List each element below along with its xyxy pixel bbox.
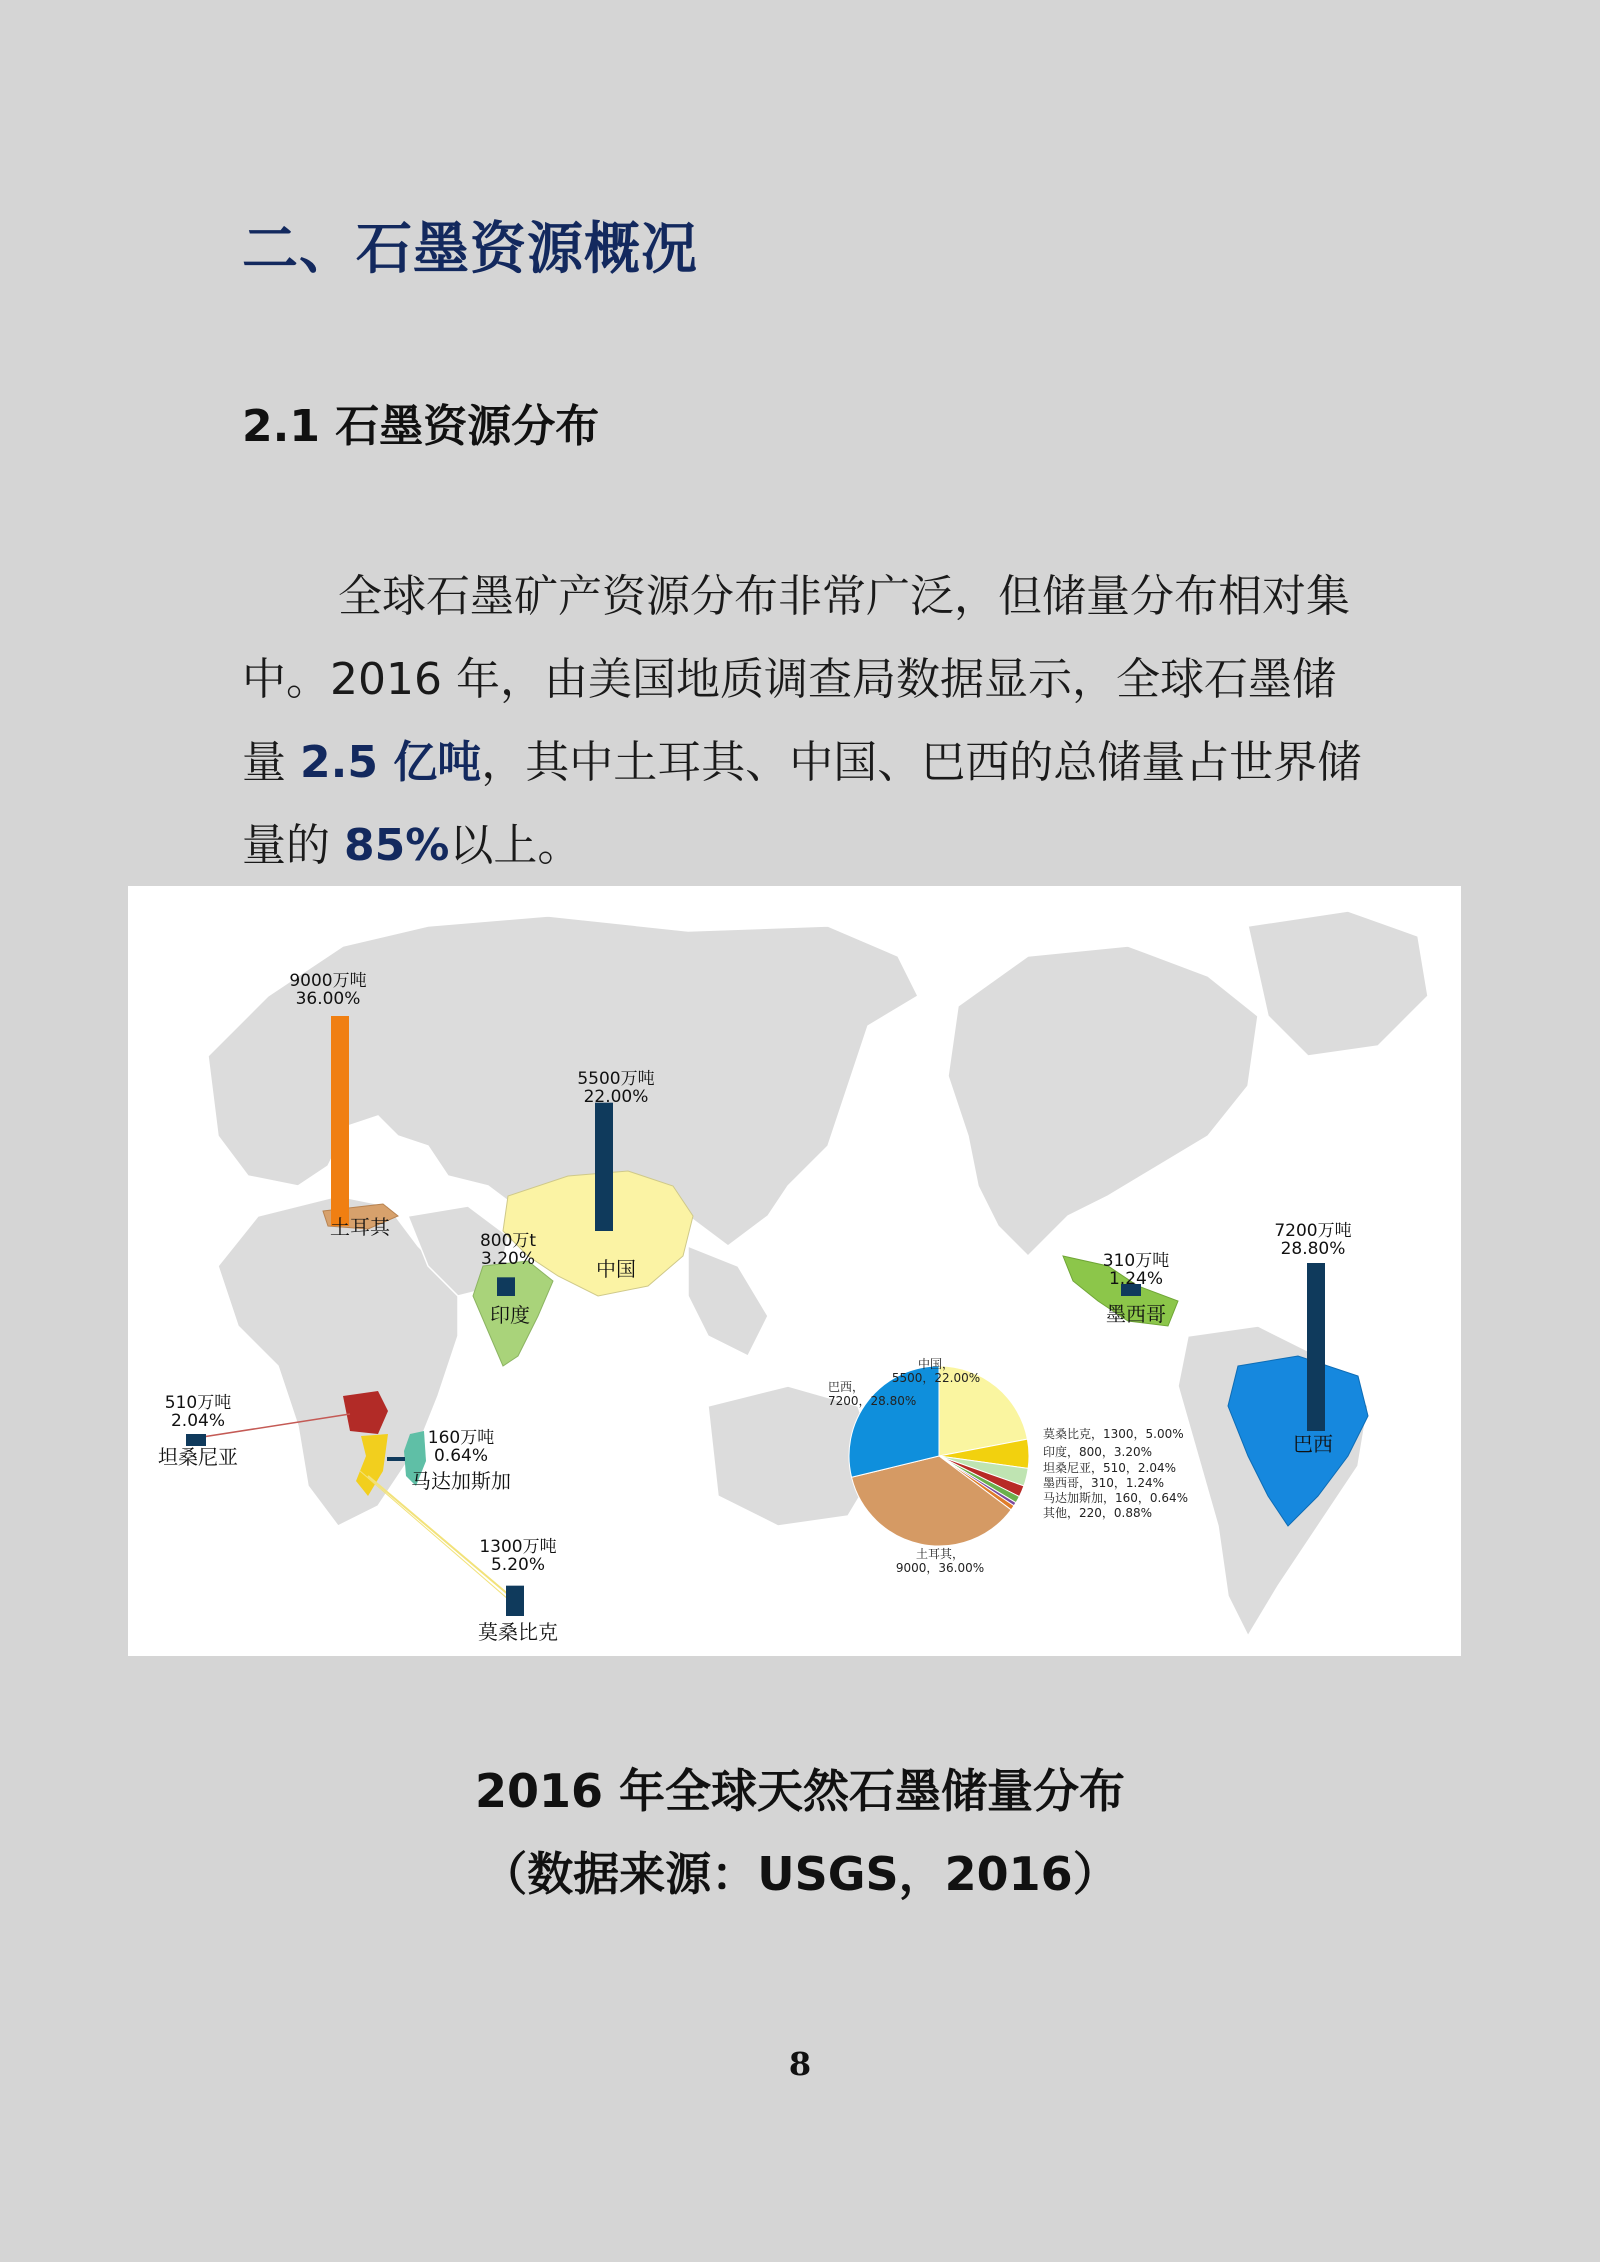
- landmass-north-america: [948, 946, 1258, 1256]
- marker-share: 36.00%: [295, 989, 361, 1009]
- subsection-heading: 2.1 石墨资源分布: [242, 401, 600, 452]
- world-map-landmasses: [208, 911, 1428, 1636]
- paragraph-text-1: 全球石墨矿产资源分布非常广泛，但储量分布相对集中。2016 年，由美国地质调查局数据显示，全球石墨储量: [242, 571, 1350, 788]
- marker-country: 土耳其: [330, 1215, 390, 1239]
- marker-share: 5.20%: [490, 1555, 546, 1575]
- pie-label-5: 坦桑尼亚，510，2.04%: [1043, 1461, 1177, 1475]
- marker-amount: 9000万吨: [289, 971, 367, 991]
- marker-share: 3.20%: [480, 1249, 536, 1269]
- marker-country: 马达加斯加: [411, 1469, 511, 1493]
- marker-country: 莫桑比克: [478, 1620, 558, 1644]
- paragraph-text-3: 以上。: [449, 820, 582, 871]
- marker-bar: [497, 1277, 515, 1296]
- pie-label-1: 巴西，: [828, 1380, 865, 1394]
- marker-bar: [595, 1103, 613, 1231]
- marker-share: 2.04%: [170, 1411, 226, 1431]
- marker-amount: 7200万吨: [1274, 1221, 1352, 1241]
- marker-bar: [1307, 1263, 1325, 1431]
- marker-amount: 800万t: [479, 1231, 537, 1251]
- body-paragraph: [242, 555, 1372, 887]
- marker-5: [158, 1393, 238, 1469]
- marker-share: 22.00%: [583, 1087, 649, 1107]
- marker-country: 巴西: [1293, 1432, 1333, 1456]
- pie-label-1-value: 7200，28.80%: [828, 1394, 917, 1408]
- pie-label-7: 马达加斯加，160，0.64%: [1043, 1491, 1189, 1505]
- marker-bar: [506, 1586, 524, 1616]
- marker-7: [478, 1537, 558, 1644]
- pie-label-2: 中国，: [917, 1357, 955, 1371]
- section-heading: 二、石墨资源概况: [242, 217, 698, 282]
- marker-share: 0.64%: [433, 1446, 489, 1466]
- marker-share: 1.24%: [1108, 1269, 1164, 1289]
- reserve-share-highlight: 85%: [344, 820, 450, 871]
- pie-label-4: 印度，800，3.20%: [1043, 1445, 1153, 1459]
- marker-bar: [331, 1016, 349, 1226]
- landmass-greenland: [1248, 911, 1428, 1056]
- figure-caption-title: 2016 年全球天然石墨储量分布: [474, 1764, 1126, 1818]
- pie-label-2-value: 5500，22.00%: [891, 1371, 981, 1385]
- marker-amount: 310万吨: [1102, 1251, 1170, 1271]
- marker-bar: [387, 1457, 405, 1461]
- marker-country: 中国: [596, 1257, 636, 1281]
- marker-amount: 5500万吨: [577, 1069, 655, 1089]
- figure-caption-source: （数据来源：USGS，2016）: [481, 1847, 1119, 1901]
- paragraph-text-2: ，其中土耳其、中国、巴西的总储量占世界储量的: [242, 737, 1362, 871]
- pie-label-0-value: 9000，36.00%: [895, 1561, 985, 1575]
- marker-country: 墨西哥: [1106, 1302, 1166, 1326]
- marker-share: 28.80%: [1280, 1239, 1346, 1259]
- marker-country: 印度: [490, 1303, 530, 1327]
- page-number: 8: [788, 2045, 812, 2083]
- marker-amount: 510万吨: [164, 1393, 232, 1413]
- marker-amount: 160万吨: [427, 1428, 495, 1448]
- marker-amount: 1300万吨: [479, 1537, 557, 1557]
- pie-label-8: 其他，220，0.88%: [1043, 1506, 1153, 1520]
- pie-label-6: 墨西哥，310，1.24%: [1043, 1476, 1165, 1490]
- landmass-southeast-asia: [688, 1246, 768, 1356]
- marker-country: 坦桑尼亚: [158, 1445, 238, 1469]
- marker-3: [1103, 1251, 1169, 1326]
- world-map-svg: [128, 886, 1461, 1656]
- reserve-pie-chart: [828, 1356, 1188, 1575]
- graphite-reserve-map-figure: [128, 886, 1461, 1656]
- pie-label-3: 莫桑比克，1300，5.00%: [1043, 1427, 1184, 1441]
- pie-label-0: 土耳其，: [915, 1547, 965, 1561]
- reserve-total-highlight: 2.5 亿吨: [300, 737, 482, 788]
